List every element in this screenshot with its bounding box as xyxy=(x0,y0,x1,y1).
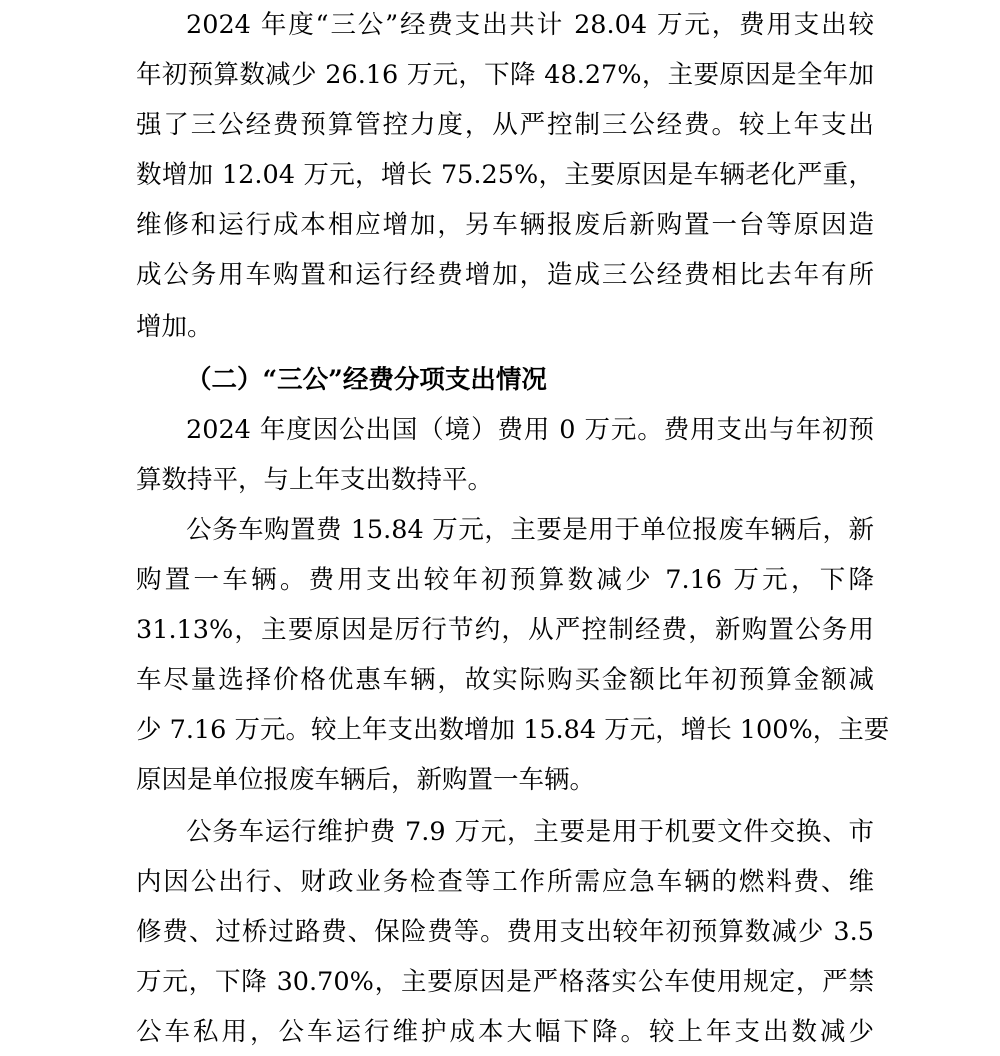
paragraph-1-line-2: 年初预算数减少 26.16 万元，下降 48.27%，主要原因是全年加 xyxy=(136,60,874,90)
section-heading: （二）“三公”经费分项支出情况 xyxy=(186,365,547,395)
paragraph-1-line-1: 2024 年度“三公”经费支出共计 28.04 万元，费用支出较 xyxy=(186,10,874,40)
paragraph-3-line-2: 购置一车辆。费用支出较年初预算数减少 7.16 万元，下降 xyxy=(136,565,874,595)
paragraph-4-line-2: 内因公出行、财政业务检查等工作所需应急车辆的燃料费、维 xyxy=(136,867,874,897)
paragraph-3-line-3: 31.13%，主要原因是厉行节约，从严控制经费，新购置公务用 xyxy=(136,615,874,645)
paragraph-4-line-3: 修费、过桥过路费、保险费等。费用支出较年初预算数减少 3.5 xyxy=(136,917,874,947)
paragraph-2-line-1: 2024 年度因公出国（境）费用 0 万元。费用支出与年初预 xyxy=(186,415,874,445)
paragraph-3-line-5: 少 7.16 万元。较上年支出数增加 15.84 万元，增长 100%，主要 xyxy=(136,715,890,745)
paragraph-3-line-6: 原因是单位报废车辆后，新购置一车辆。 xyxy=(136,765,596,795)
paragraph-4-line-1: 公务车运行维护费 7.9 万元，主要是用于机要文件交换、市 xyxy=(186,817,874,847)
paragraph-1-line-5: 维修和运行成本相应增加，另车辆报废后新购置一台等原因造 xyxy=(136,210,874,240)
paragraph-3-line-1: 公务车购置费 15.84 万元，主要是用于单位报废车辆后，新 xyxy=(186,515,874,545)
paragraph-3-line-4: 车尽量选择价格优惠车辆，故实际购买金额比年初预算金额减 xyxy=(136,665,874,695)
paragraph-1-line-3: 强了三公经费预算管控力度，从严控制三公经费。较上年支出 xyxy=(136,110,874,140)
paragraph-4-line-4: 万元，下降 30.70%，主要原因是严格落实公车使用规定，严禁 xyxy=(136,967,874,997)
paragraph-1-line-7: 增加。 xyxy=(136,312,213,342)
paragraph-1-line-6: 成公务用车购置和运行经费增加，造成三公经费相比去年有所 xyxy=(136,260,874,290)
paragraph-2-line-2: 算数持平，与上年支出数持平。 xyxy=(136,465,494,495)
paragraph-4-line-5: 公车私用，公车运行维护成本大幅下降。较上年支出数减少 xyxy=(136,1017,874,1047)
paragraph-1-line-4: 数增加 12.04 万元，增长 75.25%，主要原因是车辆老化严重， xyxy=(136,160,874,190)
